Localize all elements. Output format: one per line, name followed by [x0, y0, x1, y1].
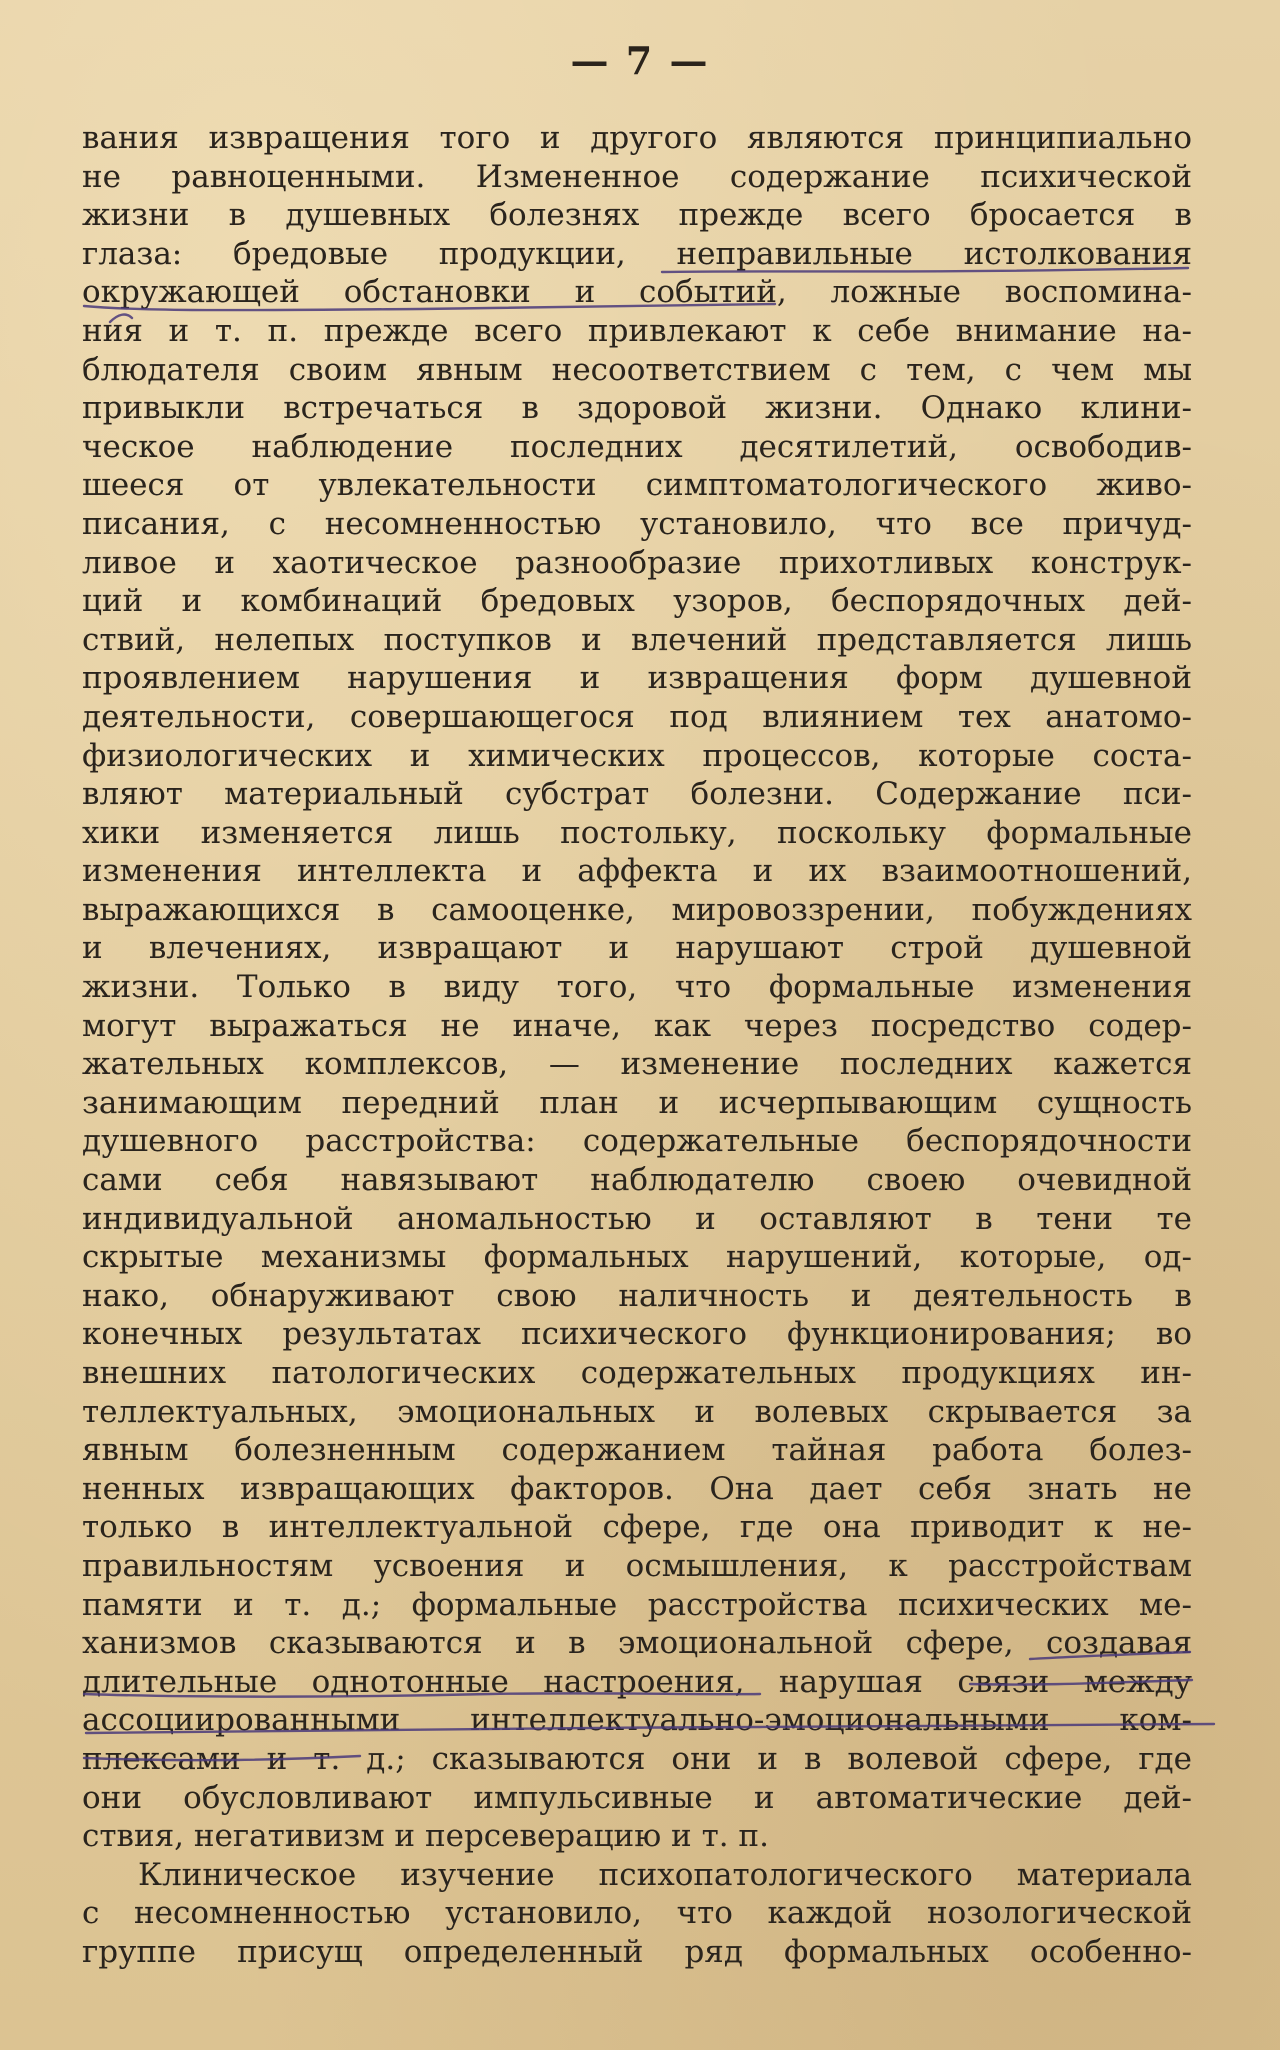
text-line: жательных комплексов, — изменение последних кажется — [82, 1046, 1192, 1083]
text-line: нако, обнаруживают свою наличность и деятельность в — [82, 1277, 1192, 1314]
text-line: Клиническое изучение психопатологического материала — [138, 1856, 1192, 1893]
text-line: памяти и т. д.; формальные расстройства психических ме- — [82, 1586, 1192, 1623]
text-line: окружающей обстановки и событий, ложные воспомина- — [82, 274, 1192, 311]
text-line: привыкли встречаться в здоровой жизни. Однако клини- — [82, 390, 1192, 427]
text-line: хики изменяется лишь постольку, поскольку формальные — [82, 814, 1192, 851]
text-line: группе присущ определенный ряд формальных особенно- — [82, 1933, 1192, 1970]
text-line: ческое наблюдение последних десятилетий, освободив- — [82, 428, 1192, 465]
text-line: могут выражаться не иначе, как через посредство содер- — [82, 1007, 1192, 1044]
text-line: конечных результатах психического функционирования; во — [82, 1316, 1192, 1353]
text-line: жизни в душевных болезнях прежде всего бросается в — [82, 197, 1192, 234]
text-line: ций и комбинаций бредовых узоров, беспорядочных дей- — [82, 583, 1192, 620]
text-line: только в интеллектуальной сфере, где она приводит к не- — [82, 1509, 1192, 1546]
text-line: проявлением нарушения и извращения форм душевной — [82, 660, 1192, 697]
text-line: индивидуальной аномальностью и оставляют в тени те — [82, 1200, 1192, 1237]
text-line: явным болезненным содержанием тайная работа болез- — [82, 1432, 1192, 1469]
page-number: — 7 — — [570, 38, 710, 83]
text-line: вания извращения того и другого являются принципиально — [82, 120, 1192, 156]
text-line: глаза: бредовые продукции, неправильные истолкования — [82, 235, 1192, 272]
text-line: сами себя навязывают наблюдателю своею очевидной — [82, 1162, 1192, 1199]
text-line: ствия, негативизм и персеверацию и т. п. — [82, 1818, 769, 1855]
text-line: и влечениях, извращают и нарушают строй душевной — [82, 930, 1192, 967]
text-line: ливое и хаотическое разнообразие прихотливых конструк- — [82, 544, 1192, 581]
text-line: длительные однотонные настроения, нарушая связи между — [82, 1663, 1192, 1700]
text-line: шееся от увлекательности симптоматологического живо- — [82, 467, 1192, 504]
text-line: теллектуальных, эмоциональных и волевых скрывается за — [82, 1393, 1192, 1430]
text-line: правильностям усвоения и осмышления, к расстройствам — [82, 1547, 1192, 1584]
text-line: ненных извращающих факторов. Она дает себя знать не — [82, 1470, 1192, 1507]
text-line: плексами и т. д.; сказываются они и в волевой сфере, где — [82, 1740, 1192, 1777]
text-line: не равноценными. Измененное содержание психической — [82, 158, 1192, 195]
text-line: занимающим передний план и исчерпывающим сущность — [82, 1084, 1192, 1121]
text-line: блюдателя своим явным несоответствием с тем, с чем мы — [82, 351, 1192, 388]
text-line: ния и т. п. прежде всего привлекают к себе внимание на- — [82, 312, 1192, 349]
text-line: вляют материальный субстрат болезни. Содержание пси- — [82, 776, 1192, 813]
text-line: выражающихся в самооценке, мировоззрении, побуждениях — [82, 891, 1192, 928]
text-line: внешних патологических содержательных продукциях ин- — [82, 1355, 1192, 1391]
text-line: они обусловливают импульсивные и автоматические дей- — [82, 1779, 1192, 1816]
text-line: душевного расстройства: содержательные беспорядочности — [82, 1123, 1192, 1160]
text-line: изменения интеллекта и аффекта и их взаимоотношений, — [82, 853, 1192, 890]
text-line: ствий, нелепых поступков и влечений представляется лишь — [82, 621, 1192, 658]
text-line: жизни. Только в виду того, что формальные изменения — [82, 969, 1192, 1006]
text-line: ассоциированными интеллектуально-эмоциональными ком- — [82, 1702, 1192, 1739]
text-line: ханизмов сказываются и в эмоциональной сфере, создавая — [82, 1625, 1192, 1662]
text-line: писания, с несомненностью установило, что все причуд- — [82, 505, 1192, 542]
text-line: скрытые механизмы формальных нарушений, которые, од- — [82, 1239, 1192, 1276]
text-line: физиологических и химических процессов, которые соста- — [82, 737, 1192, 774]
text-line: с несомненностью установило, что каждой нозологической — [82, 1895, 1192, 1932]
text-line: деятельности, совершающегося под влиянием тех анатомо- — [82, 698, 1192, 735]
page-text — [82, 119, 1192, 1972]
